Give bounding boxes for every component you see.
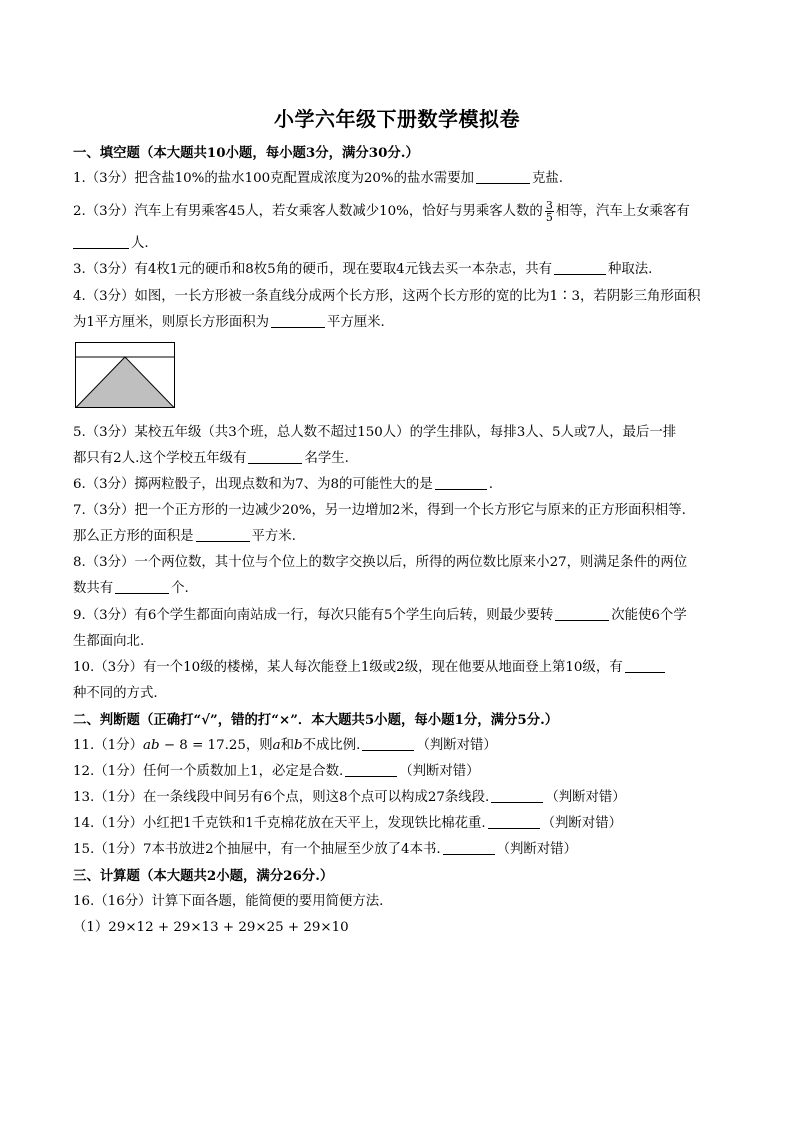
question-2-cont: 人. [73, 235, 723, 253]
section-true-false-heading: 二、判断题（正确打“√”，错的打“×”．本大题共5小题，每小题1分，满分5分.） [73, 712, 559, 728]
question-14: 14.（1分）小红把1千克铁和1千克棉花放在天平上，发现铁比棉花重. （判断对错） [73, 816, 622, 831]
question-15: 15.（1分）7本书放进2个抽屉中，有一个抽屉至少放了4本书. （判断对错） [73, 842, 577, 857]
question-9-cont: 生都面向北. [73, 634, 145, 649]
question-4-cont: 为1平方厘米，则原长方形面积为 平方厘米. [73, 315, 385, 330]
answer-blank[interactable] [345, 763, 397, 777]
answer-blank[interactable] [554, 261, 606, 275]
question-9: 9.（3分）有6个学生都面向南站成一行，每次只能有5个学生向后转，则最少要转 次能使6个学 [73, 608, 687, 623]
question-2: 2.（3分）汽车上有男乘客45人，若女乘客人数减少10%，恰好与男乘客人数的 $\frac{3}{5}$ 相等，汽车上女乘客有 [73, 199, 690, 224]
answer-blank[interactable] [196, 528, 250, 542]
page-title: 小学六年级下册数学模拟卷 [274, 107, 520, 131]
answer-blank[interactable] [73, 235, 129, 249]
question-3: 3.（3分）有4枚1元的硬币和8枚5角的硬币，现在要取4元钱去买一本杂志，共有 种取法. [73, 262, 653, 277]
answer-blank[interactable] [443, 841, 495, 855]
answer-blank[interactable] [271, 314, 325, 328]
answer-blank[interactable] [488, 815, 540, 829]
question-11: 11.（1分）ab − 8 = 17.25，则a和b不成比例. （判断对错） [73, 738, 497, 753]
question-10-cont: 种不同的方式. [73, 686, 158, 701]
question-5-cont: 都只有2人.这个学校五年级有 名学生. [73, 451, 349, 466]
question-16-part-1: （1）29×12 + 29×13 + 29×25 + 29×10 [73, 920, 349, 935]
question-13: 13.（1分）在一条线段中间另有6个点，则这8个点可以构成27条线段. （判断对错） [73, 790, 626, 805]
question-16: 16.（16分）计算下面各题，能简便的要用简便方法. [73, 894, 384, 909]
question-6: 6.（3分）掷两粒骰子，出现点数和为7、为8的可能性大的是 . [73, 477, 493, 492]
answer-blank[interactable] [625, 659, 665, 673]
question-4: 4.（3分）如图，一长方形被一条直线分成两个长方形，这两个长方形的宽的比为1∶3，若阴影三角形面积 [73, 289, 701, 304]
answer-blank[interactable] [248, 450, 302, 464]
answer-blank[interactable] [115, 580, 169, 594]
question-7: 7.（3分）把一个正方形的一边减少20%，另一边增加2米，得到一个长方形它与原来的正方形面积相等. [73, 503, 686, 518]
answer-blank[interactable] [491, 789, 543, 803]
question-8-cont: 数共有 个. [73, 581, 189, 596]
question-1: 1.（3分）把含盐10%的盐水100克配置成浓度为20%的盐水需要加 克盐. [73, 171, 564, 186]
question-7-cont: 那么正方形的面积是 平方米. [73, 529, 296, 544]
section-fill-blank-heading: 一、填空题（本大题共10小题，每小题3分，满分30分.） [73, 145, 419, 161]
question-12: 12.（1分）任何一个质数加上1，必定是合数. （判断对错） [73, 764, 480, 779]
fraction: $\frac{3}{5}$ [545, 199, 553, 224]
answer-blank[interactable] [435, 476, 487, 490]
question-8: 8.（3分）一个两位数，其十位与个位上的数字交换以后，所得的两位数比原来小27，则满足条件的两位 [73, 555, 688, 570]
answer-blank[interactable] [555, 607, 609, 621]
answer-blank[interactable] [362, 737, 414, 751]
answer-blank[interactable] [476, 170, 530, 184]
question-5: 5.（3分）某校五年级（共3个班，总人数不超过150人）的学生排队，每排3人、5人或7人，最后一排 [73, 425, 677, 440]
rectangle-triangle-figure [75, 342, 175, 408]
question-10: 10.（3分）有一个10级的楼梯，某人每次能登上1级或2级，现在他要从地面登上第10级，有 [73, 659, 723, 677]
section-calculation-heading: 三、计算题（本大题共2小题，满分26分.） [73, 868, 334, 884]
